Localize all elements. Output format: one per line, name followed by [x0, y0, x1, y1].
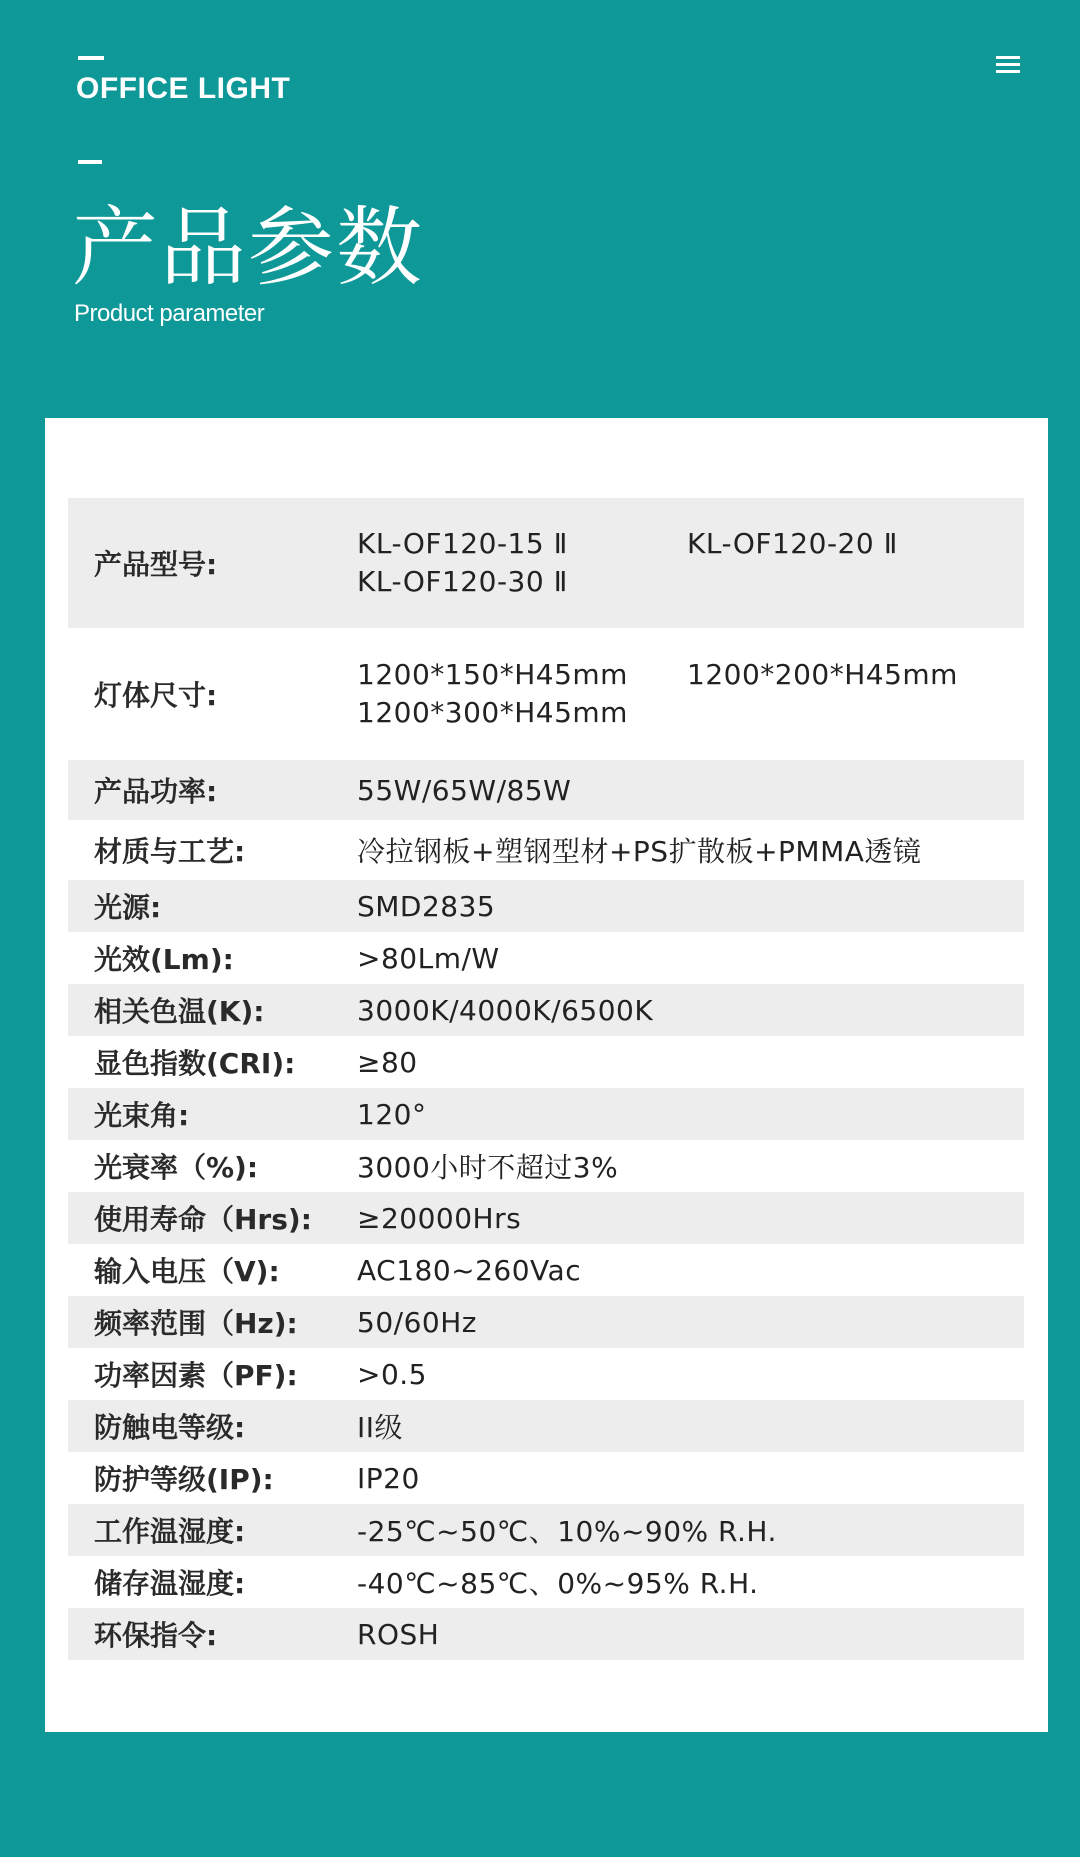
page-subtitle: Product parameter	[74, 300, 265, 327]
spec-label: 工作温湿度:	[94, 1515, 246, 1548]
spec-label: 频率范围（Hz):	[94, 1307, 298, 1340]
spec-label: 功率因素（PF):	[94, 1359, 298, 1392]
spec-value: II级	[357, 1411, 404, 1444]
spec-value-group	[357, 527, 1024, 599]
spec-label: 产品功率:	[94, 775, 218, 808]
spec-row	[68, 1244, 1024, 1296]
page-title: 产品参数	[72, 198, 424, 298]
spec-label: 使用寿命（Hrs):	[94, 1203, 312, 1236]
spec-value: SMD2835	[357, 889, 496, 923]
spec-value: 55W/65W/85W	[357, 773, 572, 807]
spec-label: 显色指数(CRI):	[94, 1047, 296, 1080]
spec-label: 产品型号:	[94, 548, 218, 581]
spec-label: 储存温湿度:	[94, 1567, 246, 1600]
spec-row	[68, 1348, 1024, 1400]
spec-value-group	[357, 658, 1024, 730]
spec-value: KL-OF120-20 Ⅱ	[687, 527, 898, 560]
spec-value: -40℃~85℃、0%~95% R.H.	[357, 1567, 759, 1600]
spec-row	[68, 1192, 1024, 1244]
spec-label: 光源:	[94, 891, 162, 924]
spec-row	[68, 1036, 1024, 1088]
spec-row	[68, 1504, 1024, 1556]
spec-row	[68, 760, 1024, 820]
spec-label: 防触电等级:	[94, 1411, 246, 1444]
brand-accent-dash	[78, 56, 104, 60]
spec-row	[68, 1556, 1024, 1608]
spec-value: 50/60Hz	[357, 1305, 477, 1339]
spec-value: AC180~260Vac	[357, 1253, 582, 1287]
spec-value: >80Lm/W	[357, 941, 500, 975]
hamburger-menu-icon[interactable]	[996, 56, 1020, 74]
spec-value: 3000K/4000K/6500K	[357, 993, 654, 1027]
brand-logo-text: OFFICE LIGHT	[76, 72, 291, 105]
spec-value: 1200*150*H45mm	[357, 658, 628, 691]
spec-value: ≥80	[357, 1045, 418, 1079]
spec-value: ≥20000Hrs	[357, 1201, 522, 1235]
spec-label: 光效(Lm):	[94, 943, 234, 976]
spec-row	[68, 1140, 1024, 1192]
spec-value: >0.5	[357, 1357, 427, 1391]
spec-value: KL-OF120-30 Ⅱ	[357, 565, 568, 598]
spec-row	[68, 984, 1024, 1036]
spec-label: 输入电压（V):	[94, 1255, 280, 1288]
spec-value: ROSH	[357, 1617, 440, 1651]
spec-label: 环保指令:	[94, 1619, 218, 1652]
spec-row	[68, 1608, 1024, 1660]
spec-row	[68, 1452, 1024, 1504]
spec-label: 光束角:	[94, 1099, 190, 1132]
spec-table	[68, 498, 1024, 1660]
spec-label: 相关色温(K):	[94, 995, 265, 1028]
spec-row	[68, 1400, 1024, 1452]
spec-value: IP20	[357, 1461, 420, 1495]
spec-row	[68, 820, 1024, 880]
spec-value: 冷拉钢板+塑钢型材+PS扩散板+PMMA透镜	[357, 835, 922, 868]
spec-value: 1200*200*H45mm	[687, 658, 958, 691]
spec-row	[68, 1088, 1024, 1140]
title-accent-dash	[78, 160, 102, 164]
spec-value: 3000小时不超过3%	[357, 1151, 619, 1184]
spec-label: 防护等级(IP):	[94, 1463, 274, 1496]
spec-value: 120°	[357, 1097, 427, 1131]
spec-row-model	[68, 498, 1024, 628]
spec-value: KL-OF120-15 Ⅱ	[357, 527, 568, 560]
spec-label: 灯体尺寸:	[94, 679, 218, 712]
spec-label: 材质与工艺:	[94, 835, 246, 868]
spec-label: 光衰率（%):	[94, 1151, 259, 1184]
spec-value: 1200*300*H45mm	[357, 696, 628, 729]
spec-row	[68, 932, 1024, 984]
spec-row-dimensions	[68, 628, 1024, 760]
spec-value: -25℃~50℃、10%~90% R.H.	[357, 1515, 777, 1548]
spec-row	[68, 880, 1024, 932]
spec-row	[68, 1296, 1024, 1348]
